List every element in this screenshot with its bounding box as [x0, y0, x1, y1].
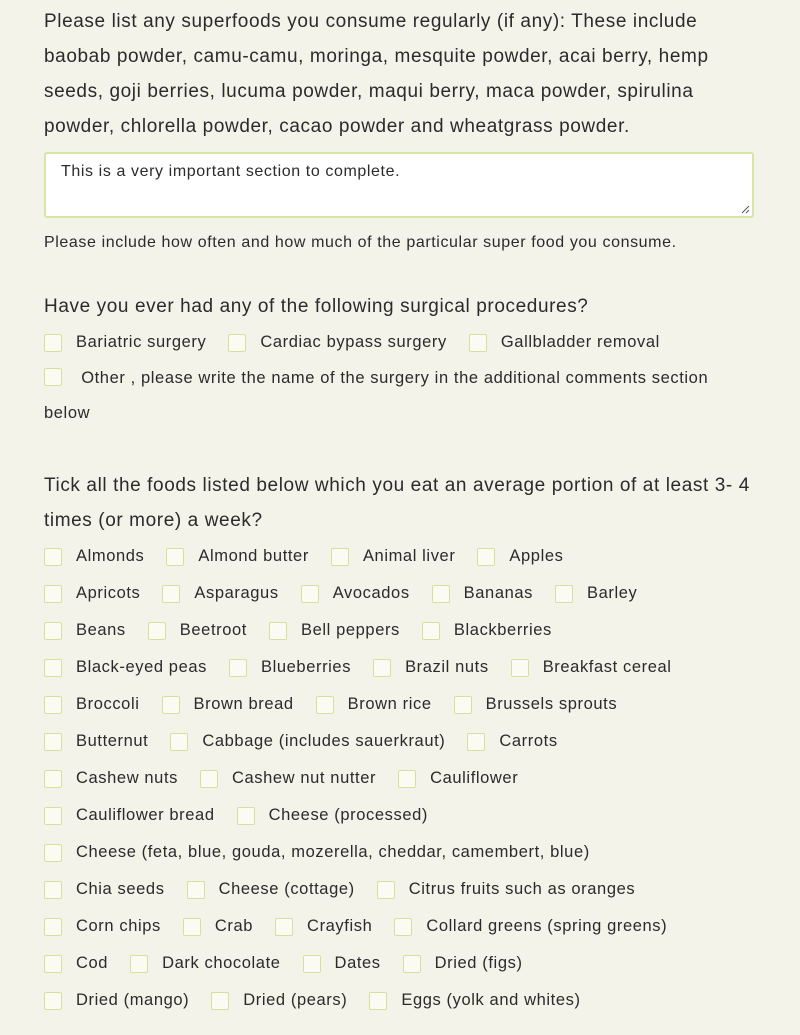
checkbox[interactable] [44, 844, 62, 862]
foods-row [44, 982, 756, 1019]
food-option[interactable] [229, 649, 351, 686]
food-option[interactable] [187, 871, 355, 908]
food-option[interactable] [467, 723, 557, 760]
food-option-label: Animal liver [362, 547, 456, 565]
food-option-label: Chia seeds [76, 880, 165, 898]
surgery-option-other-label: Other , please write the name of the surgery in the additional comments section below [44, 369, 709, 422]
checkbox[interactable] [44, 881, 62, 899]
food-option[interactable] [369, 982, 580, 1019]
checkbox[interactable] [394, 918, 412, 936]
food-option-label: Collard greens (spring greens) [426, 917, 668, 935]
food-option-label: Cheese (processed) [268, 806, 428, 824]
food-option-label: Carrots [499, 732, 558, 750]
superfoods-textarea-container [44, 152, 754, 218]
checkbox[interactable] [44, 770, 62, 788]
food-option-label: Barley [587, 584, 638, 602]
checkbox[interactable] [229, 659, 247, 677]
food-option[interactable] [44, 612, 126, 649]
checkbox[interactable] [469, 334, 487, 352]
food-option-label: Almonds [76, 547, 145, 565]
food-option[interactable] [269, 612, 400, 649]
foods-question: Tick all the foods listed below which you eat an average portion of at least 3- 4 times (or more) a week? [44, 475, 750, 531]
checkbox[interactable] [454, 696, 472, 714]
surgery-question: Have you ever had any of the following surgical procedures? [44, 296, 589, 317]
food-option[interactable] [44, 908, 161, 945]
food-option-label: Almond butter [198, 547, 309, 565]
food-option[interactable] [398, 760, 518, 797]
food-option-label: Crab [214, 917, 254, 935]
checkbox[interactable] [398, 770, 416, 788]
food-option[interactable] [162, 575, 278, 612]
checkbox[interactable] [44, 659, 62, 677]
food-option-label: Avocados [332, 584, 410, 602]
checkbox[interactable] [467, 733, 485, 751]
food-option-label: Butternut [76, 732, 149, 750]
surgery-option-label: Bariatric surgery [76, 333, 207, 351]
food-option-label: Asparagus [194, 584, 279, 602]
food-option-label: Dried (pears) [243, 991, 348, 1009]
checkbox[interactable] [44, 368, 62, 386]
foods-row [44, 797, 756, 834]
food-option[interactable] [454, 686, 618, 723]
food-option-label: Brazil nuts [405, 658, 489, 676]
food-option[interactable] [183, 908, 253, 945]
foods-row [44, 760, 756, 797]
food-option[interactable] [555, 575, 637, 612]
food-option-label: Cauliflower bread [76, 806, 215, 824]
checkbox[interactable] [477, 548, 495, 566]
food-option-label: Beans [76, 621, 126, 639]
food-option-label: Cauliflower [430, 769, 519, 787]
superfoods-textarea[interactable] [46, 154, 752, 216]
food-option[interactable] [162, 686, 294, 723]
checkbox[interactable] [166, 548, 184, 566]
checkbox[interactable] [316, 696, 334, 714]
checkbox[interactable] [44, 334, 62, 352]
checkbox[interactable] [373, 659, 391, 677]
checkbox[interactable] [237, 807, 255, 825]
food-option-label: Cheese (feta, blue, gouda, mozerella, cheddar, camembert, blue) [76, 843, 590, 861]
checkbox[interactable] [303, 955, 321, 973]
checkbox[interactable] [555, 585, 573, 603]
checkbox[interactable] [187, 881, 205, 899]
food-option-label: Bell peppers [300, 621, 400, 639]
food-option[interactable] [44, 834, 590, 871]
food-option-label: Cashew nut nutter [231, 769, 377, 787]
surgery-option-label: Gallbladder removal [500, 333, 660, 351]
food-option-label: Corn chips [76, 917, 161, 935]
food-option[interactable] [237, 797, 428, 834]
food-option[interactable] [44, 649, 207, 686]
checkbox[interactable] [301, 585, 319, 603]
food-option[interactable] [44, 686, 140, 723]
food-option-label: Black-eyed peas [76, 658, 207, 676]
food-option[interactable] [275, 908, 372, 945]
food-option[interactable] [44, 945, 108, 982]
food-option-label: Bananas [463, 584, 534, 602]
surgery-option[interactable] [44, 324, 206, 361]
food-option[interactable] [511, 649, 672, 686]
foods-row [44, 723, 756, 760]
food-option-label: Broccoli [76, 695, 140, 713]
food-option[interactable] [44, 797, 215, 834]
food-option[interactable] [316, 686, 432, 723]
food-option-label: Citrus fruits such as oranges [408, 880, 636, 898]
foods-row [44, 908, 756, 945]
food-option[interactable] [148, 612, 247, 649]
checkbox[interactable] [369, 992, 387, 1010]
food-option-label: Dark chocolate [162, 954, 281, 972]
checkbox[interactable] [200, 770, 218, 788]
foods-row [44, 612, 756, 649]
checkbox[interactable] [269, 622, 287, 640]
food-option-label: Cod [76, 954, 109, 972]
checkbox[interactable] [148, 622, 166, 640]
superfoods-hint: Please include how often and how much of the particular super food you consume. [44, 234, 677, 251]
food-option[interactable] [170, 723, 445, 760]
checkbox[interactable] [44, 807, 62, 825]
food-option[interactable] [303, 945, 381, 982]
checkbox[interactable] [228, 334, 246, 352]
foods-row [44, 945, 756, 982]
food-option[interactable] [477, 538, 563, 575]
food-option-label: Dried (mango) [76, 991, 190, 1009]
food-option-label: Beetroot [179, 621, 247, 639]
checkbox[interactable] [511, 659, 529, 677]
food-option-label: Dried (figs) [434, 954, 523, 972]
checkbox[interactable] [162, 585, 180, 603]
checkbox[interactable] [422, 622, 440, 640]
checkbox[interactable] [275, 918, 293, 936]
food-option-label: Dates [334, 954, 381, 972]
checkbox[interactable] [44, 585, 62, 603]
checkbox[interactable] [331, 548, 349, 566]
surgery-options [44, 324, 756, 361]
food-option[interactable] [403, 945, 523, 982]
food-option[interactable] [373, 649, 489, 686]
food-option-label: Blackberries [453, 621, 552, 639]
checkbox[interactable] [170, 733, 188, 751]
food-option[interactable] [44, 538, 144, 575]
checkbox[interactable] [162, 696, 180, 714]
food-option[interactable] [166, 538, 309, 575]
food-option[interactable] [130, 945, 280, 982]
foods-row [44, 649, 756, 686]
food-option-label: Eggs (yolk and whites) [401, 991, 581, 1009]
foods-row [44, 686, 756, 723]
food-option-label: Brussels sprouts [485, 695, 618, 713]
food-option-label: Blueberries [261, 658, 352, 676]
food-option-label: Cashew nuts [76, 769, 178, 787]
food-option-label: Breakfast cereal [542, 658, 672, 676]
superfoods-question: Please list any superfoods you consume regularly (if any): These include baobab powder, camu-camu, moringa, mesquite powder, acai berry, hemp seeds, goji berries, lucuma powder, maqui berry, maca powder, spirulina powder, chlorella powder, cacao powder and wheatgrass powder. [44, 11, 709, 137]
foods-options [44, 538, 756, 1019]
food-option-label: Apples [509, 547, 564, 565]
surgery-option[interactable] [469, 324, 660, 361]
food-option[interactable] [394, 908, 667, 945]
food-option[interactable] [44, 871, 165, 908]
food-option[interactable] [44, 982, 189, 1019]
food-option-label: Crayfish [307, 917, 373, 935]
checkbox[interactable] [44, 548, 62, 566]
foods-row [44, 871, 756, 908]
checkbox[interactable] [211, 992, 229, 1010]
food-option[interactable] [200, 760, 376, 797]
foods-row [44, 538, 756, 575]
food-option[interactable] [331, 538, 455, 575]
food-option[interactable] [44, 760, 178, 797]
checkbox[interactable] [377, 881, 395, 899]
food-option-label: Cabbage (includes sauerkraut) [202, 732, 446, 750]
food-option[interactable] [44, 575, 140, 612]
food-option-label: Apricots [76, 584, 141, 602]
food-option[interactable] [377, 871, 636, 908]
checkbox[interactable] [44, 918, 62, 936]
surgery-option-label: Cardiac bypass surgery [260, 333, 447, 351]
foods-row [44, 575, 756, 612]
checkbox[interactable] [432, 585, 450, 603]
food-option[interactable] [44, 723, 148, 760]
food-option-label: Brown bread [193, 695, 294, 713]
food-option[interactable] [211, 982, 347, 1019]
surgery-option[interactable] [228, 324, 447, 361]
surgery-option-other[interactable] [44, 361, 756, 431]
food-option-label: Cheese (cottage) [218, 880, 355, 898]
checkbox[interactable] [44, 992, 62, 1010]
foods-row [44, 834, 756, 871]
checkbox[interactable] [44, 622, 62, 640]
food-option-label: Brown rice [347, 695, 432, 713]
checkbox[interactable] [130, 955, 148, 973]
food-option[interactable] [301, 575, 410, 612]
checkbox[interactable] [403, 955, 421, 973]
food-option[interactable] [422, 612, 552, 649]
checkbox[interactable] [183, 918, 201, 936]
food-option[interactable] [432, 575, 533, 612]
checkbox[interactable] [44, 696, 62, 714]
checkbox[interactable] [44, 733, 62, 751]
checkbox[interactable] [44, 955, 62, 973]
